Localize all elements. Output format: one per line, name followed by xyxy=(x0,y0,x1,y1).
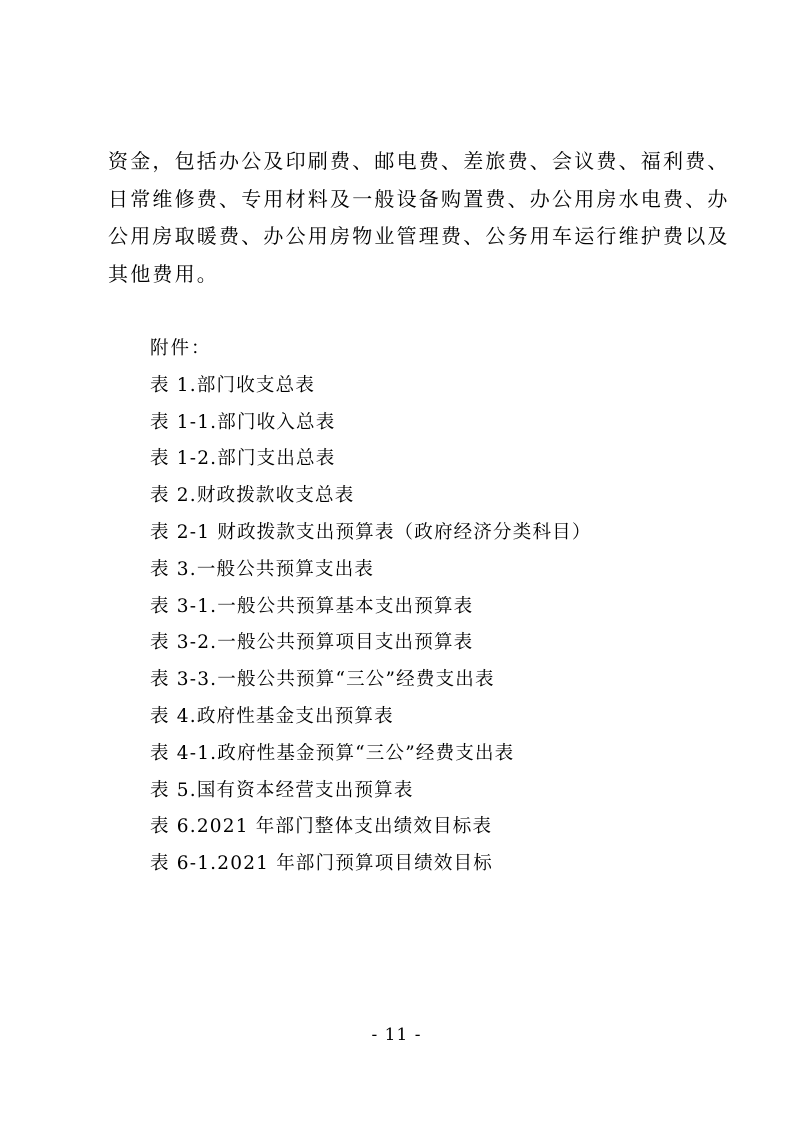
attachment-item: 表 4.政府性基金支出预算表 xyxy=(150,705,394,727)
body-paragraph xyxy=(108,143,730,293)
page-number: - 11 - xyxy=(371,1025,422,1045)
attachment-item: 表 3-2.一般公共预算项目支出预算表 xyxy=(150,632,474,654)
attachment-item: 表 5.国有资本经营支出预算表 xyxy=(150,779,414,801)
attachment-item: 表 4-1.政府性基金预算“三公”经费支出表 xyxy=(150,742,515,764)
paragraph-line: 公用房取暖费、办公用房物业管理费、公务用车运行维护费以及 xyxy=(108,224,730,248)
attachments-list xyxy=(150,368,592,883)
attachment-item: 表 6-1.2021 年部门预算项目绩效目标 xyxy=(150,853,493,875)
paragraph-line: 其他费用。 xyxy=(108,261,219,286)
attachment-item: 表 2-1 财政拨款支出预算表（政府经济分类科目） xyxy=(150,521,592,543)
attachment-item: 表 6.2021 年部门整体支出绩效目标表 xyxy=(150,816,493,838)
attachment-item: 表 3.一般公共预算支出表 xyxy=(150,558,375,580)
attachments-section xyxy=(150,331,592,883)
attachment-item: 表 1.部门收支总表 xyxy=(150,374,316,396)
paragraph-line: 日常维修费、专用材料及一般设备购置费、办公用房水电费、办 xyxy=(108,186,730,211)
paragraph-line: 资金，包括办公及印刷费、邮电费、差旅费、会议费、福利费、 xyxy=(108,149,730,173)
attachments-heading: 附件： xyxy=(150,338,212,359)
attachment-item: 表 1-2.部门支出总表 xyxy=(150,448,336,470)
attachment-item: 表 3-3.一般公共预算“三公”经费支出表 xyxy=(150,669,495,691)
attachment-item: 表 3-1.一般公共预算基本支出预算表 xyxy=(150,595,474,617)
attachment-item: 表 2.财政拨款收支总表 xyxy=(150,485,355,507)
attachment-item: 表 1-1.部门收入总表 xyxy=(150,411,336,433)
